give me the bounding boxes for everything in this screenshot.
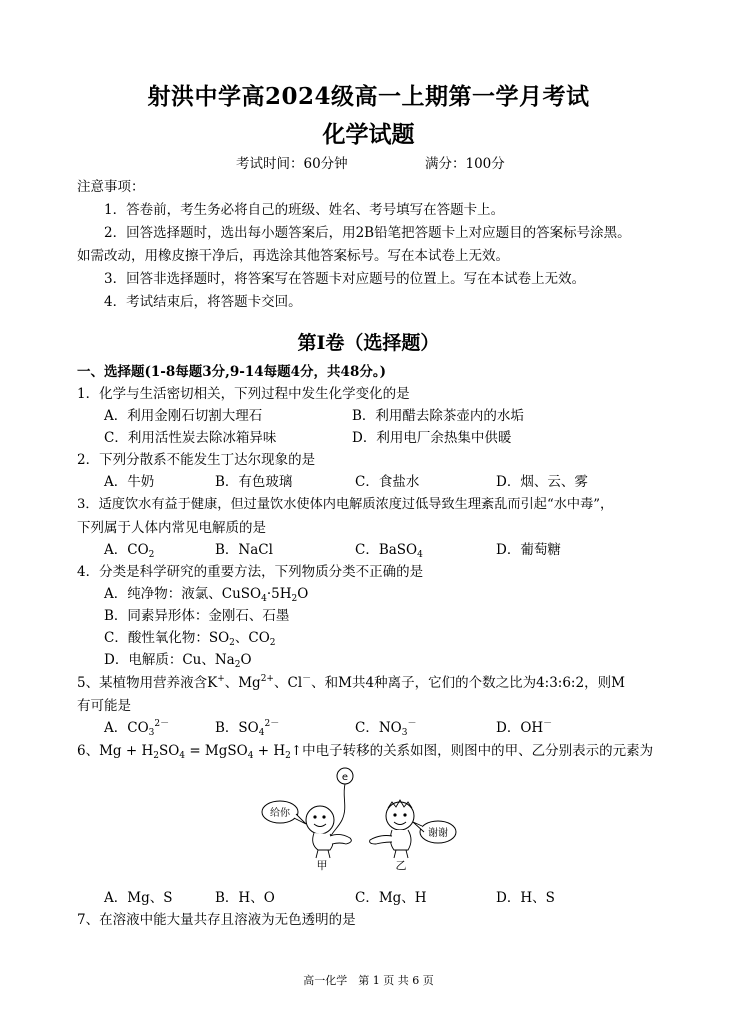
- q3-option-b: B．NaCl: [215, 542, 273, 558]
- q3-stem-2: 下列属于人体内常见电解质的是: [77, 520, 266, 536]
- q6-option-b: B．H、O: [215, 890, 275, 906]
- q2-option-c: C．食盐水: [355, 474, 420, 490]
- note-2: 2．回答选择题时，选出每小题答案后，用2B铅笔把答题卡上对应题目的答案标号涂黑。: [104, 225, 631, 241]
- q7-stem: 7、在溶液中能大量共存且溶液为无色透明的是: [77, 912, 356, 928]
- q6-option-d: D．H、S: [496, 890, 555, 906]
- q6-option-c: C．Mg、H: [355, 890, 427, 906]
- electron-balloon: [330, 768, 353, 838]
- speech-bubble-thanks: [413, 821, 456, 843]
- cartoon-yi: [370, 800, 414, 858]
- q2-option-a: A．牛奶: [104, 474, 155, 490]
- q2-option-d: D．烟、云、雾: [496, 474, 588, 490]
- label-jia: 甲: [316, 859, 328, 872]
- note-4: 4．考试结束后，将答题卡交回。: [104, 294, 302, 310]
- q1-option-d: D．利用电厂余热集中供暖: [352, 430, 512, 446]
- exam-time: 考试时间：60分钟: [236, 156, 348, 172]
- q4-option-a: A．纯净物：液氯、$CuSO_4\cdot 5H_2O$: [104, 586, 309, 604]
- q4-option-c: C．酸性氧化物：$SO_2$、$CO_2$: [104, 630, 276, 648]
- note-2-cont: 如需改动，用橡皮擦干净后，再选涂其他答案标号。写在本试卷上无效。: [77, 248, 509, 264]
- q1-stem: 1．化学与生活密切相关，下列过程中发生化学变化的是: [77, 386, 410, 402]
- q6-stem: 6、$Mg + H_2SO_4$ = MgSO$_4$ + $H_2↑$中电子转移的关系如图，则图中的甲、乙分别表示的元素为: [77, 743, 654, 761]
- q3-stem-1: 3．适度饮水有益于健康，但过量饮水使体内电解质浓度过低导致生理紊乱而引起“水中毒”，: [77, 497, 614, 512]
- bubble-give-text: 给你: [270, 808, 290, 819]
- part-title: 第I卷（选择题）: [297, 332, 440, 354]
- note-3: 3．回答非选择题时，将答案写在答题卡对应题号的位置上。写在本试卷上无效。: [104, 271, 586, 287]
- q1-option-c: C．利用活性炭去除冰箱异味: [104, 430, 277, 446]
- q5-option-a: A．$CO_3^{2-}$: [104, 719, 170, 738]
- page-footer: 高一化学 第 1 页 共 6 页: [303, 974, 434, 987]
- q1-option-a: A．利用金刚石切割大理石: [104, 408, 263, 424]
- q5-stem-1: 5、某植物用营养液含K+、$Mg^{2+}$、Cl－、和M共4种离子，它们的个数之比为4:3:6:2，则M: [77, 674, 625, 691]
- q4-stem: 4．分类是科学研究的重要方法，下列物质分类不正确的是: [77, 564, 424, 580]
- q3-option-c: C．BaSO$_4$: [355, 542, 423, 560]
- full-score: 满分：100分: [425, 156, 505, 172]
- note-1: 1．答卷前，考生务必将自己的班级、姓名、考号填写在答题卡上。: [104, 202, 505, 218]
- speech-bubble-give: [262, 801, 306, 824]
- q3-option-a: A．$CO_2$: [104, 542, 155, 560]
- q3-option-d: D．葡萄糖: [496, 542, 561, 558]
- q4-option-b: B．同素异形体：金刚石、石墨: [104, 608, 290, 624]
- notes-title: 注意事项：: [77, 179, 145, 195]
- q5-option-d: D．OH－: [496, 719, 553, 736]
- q5-option-c: C．$NO_3^-$: [355, 719, 417, 738]
- cartoon-jia: [306, 806, 351, 858]
- exam-title: 射洪中学高2024级高一上期第一学月考试: [147, 83, 590, 110]
- electron-transfer-figure: [258, 762, 468, 874]
- q5-stem-2: 有可能是: [77, 698, 131, 714]
- section-title: 一、选择题(1-8每题3分,9-14每题4分，共48分。): [77, 364, 386, 380]
- q4-option-d: D．电解质：Cu、$Na_2O$: [104, 652, 252, 670]
- exam-subtitle: 化学试题: [322, 121, 415, 148]
- q5-option-b: B．$SO_4^{2-}$: [215, 719, 280, 738]
- q6-option-a: A．Mg、S: [104, 890, 173, 906]
- q2-option-b: B．有色玻璃: [215, 474, 293, 490]
- bubble-thanks-text: 谢谢: [428, 828, 448, 839]
- q2-stem: 2．下列分散系不能发生丁达尔现象的是: [77, 452, 316, 468]
- electron-label: e: [341, 772, 349, 783]
- label-yi: 乙: [395, 859, 407, 872]
- q1-option-b: B．利用醋去除茶壶内的水垢: [352, 408, 524, 424]
